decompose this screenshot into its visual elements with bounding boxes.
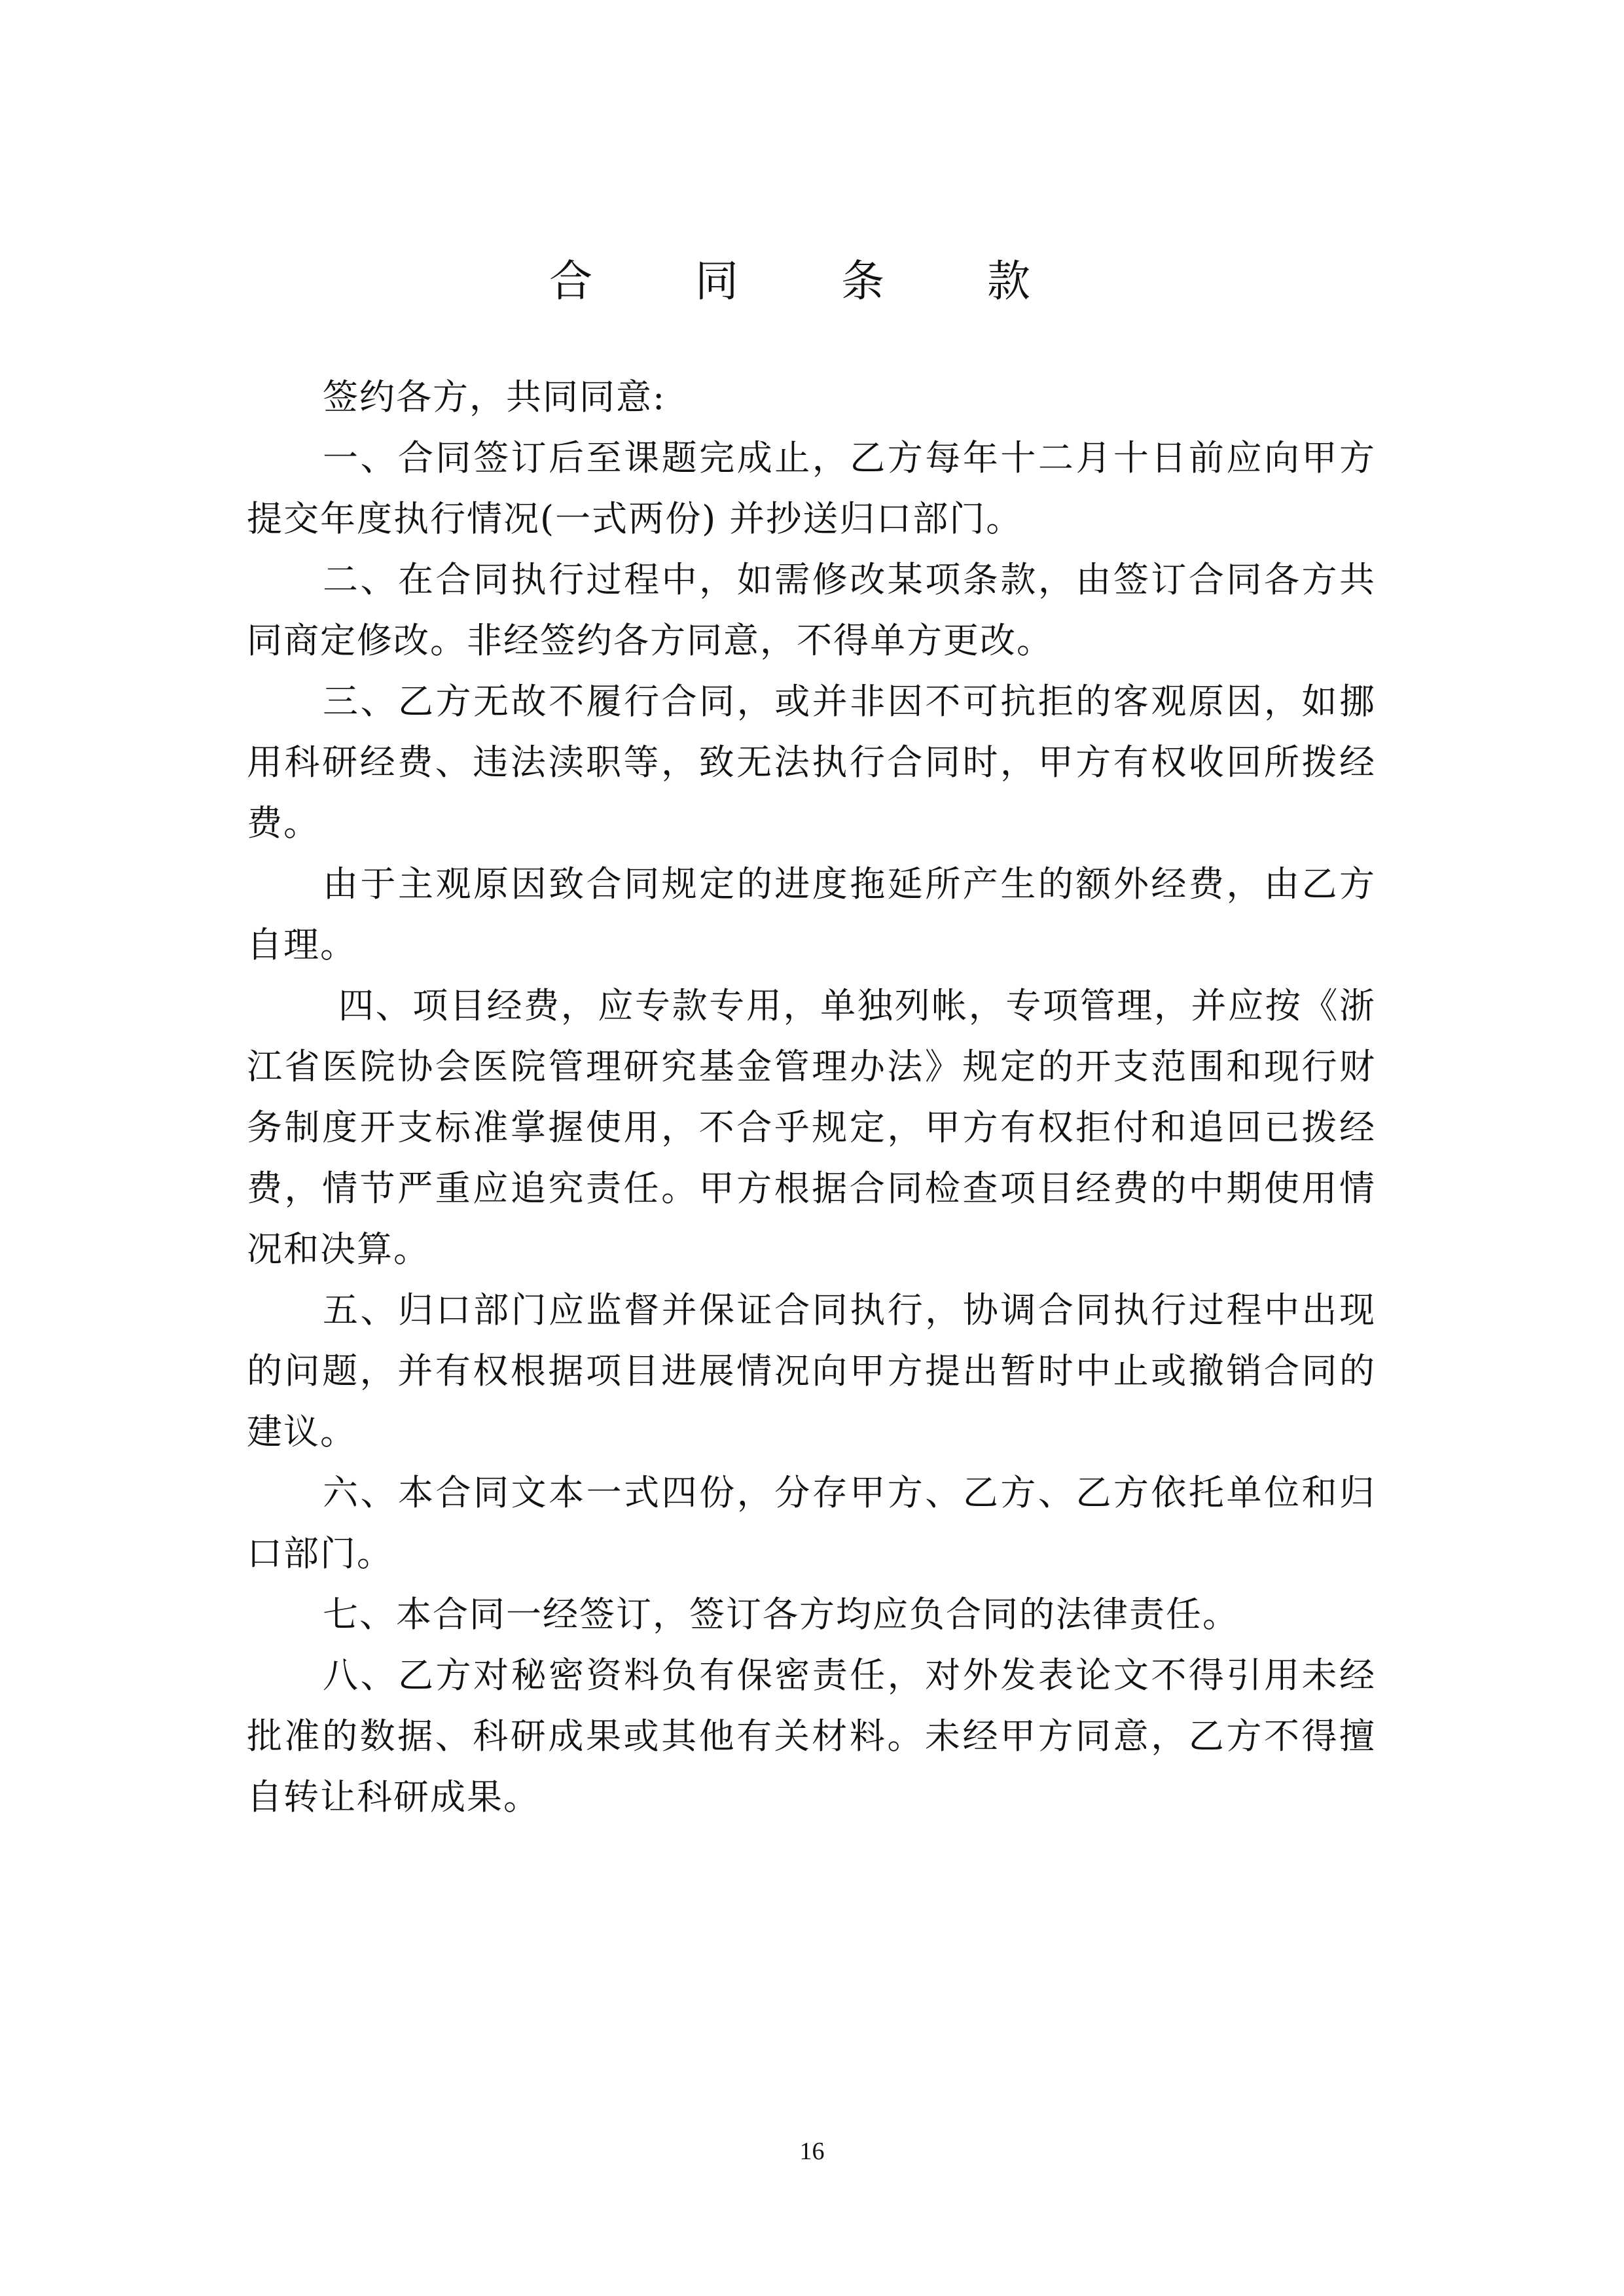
paragraph-clause-8: 八、乙方对秘密资料负有保密责任，对外发表论文不得引用未经批准的数据、科研成果或其他有关材料。未经甲方同意，乙方不得擅自转让科研成果。 bbox=[247, 1655, 1376, 1818]
paragraph-clause-1: 一、合同签订后至课题完成止，乙方每年十二月十日前应向甲方提交年度执行情况(一式两份) 并抄送归口部门。 bbox=[247, 437, 1376, 539]
paragraph-clause-3: 三、乙方无故不履行合同，或并非因不可抗拒的客观原因，如挪用科研经费、违法渎职等，致无法执行合同时，甲方有权收回所拨经费。 bbox=[247, 681, 1376, 844]
paragraph-clause-7: 七、本合同一经签订，签订各方均应负合同的法律责任。 bbox=[323, 1594, 1239, 1635]
paragraph-clause-6: 六、本合同文本一式四份，分存甲方、乙方、乙方依托单位和归口部门。 bbox=[247, 1472, 1376, 1574]
paragraph-clause-5: 五、归口部门应监督并保证合同执行，协调合同执行过程中出现的问题，并有权根据项目进展情况向甲方提出暂时中止或撤销合同的建议。 bbox=[247, 1289, 1376, 1452]
paragraph-clause-4: 四、项目经费，应专款专用，单独列帐，专项管理，并应按《浙江省医院协会医院管理研究基金管理办法》规定的开支范围和现行财务制度开支标准掌握使用，不合乎规定，甲方有权拒付和追回已拨经费，情节严重应追究责任。甲方根据合同检查项目经费的中期使用情况和决算。 bbox=[247, 985, 1376, 1270]
paragraph-clause-3-note: 由于主观原因致合同规定的进度拖延所产生的额外经费，由乙方自理。 bbox=[247, 863, 1376, 965]
paragraph-preamble: 签约各方，共同同意: bbox=[323, 376, 666, 418]
contract-clauses bbox=[247, 367, 1376, 1827]
page-title: 合 同 条 款 bbox=[549, 256, 1075, 306]
paragraph-clause-2: 二、在合同执行过程中，如需修改某项条款，由签订合同各方共同商定修改。非经签约各方同意，不得单方更改。 bbox=[247, 559, 1376, 661]
page-number: 16 bbox=[799, 2138, 825, 2165]
